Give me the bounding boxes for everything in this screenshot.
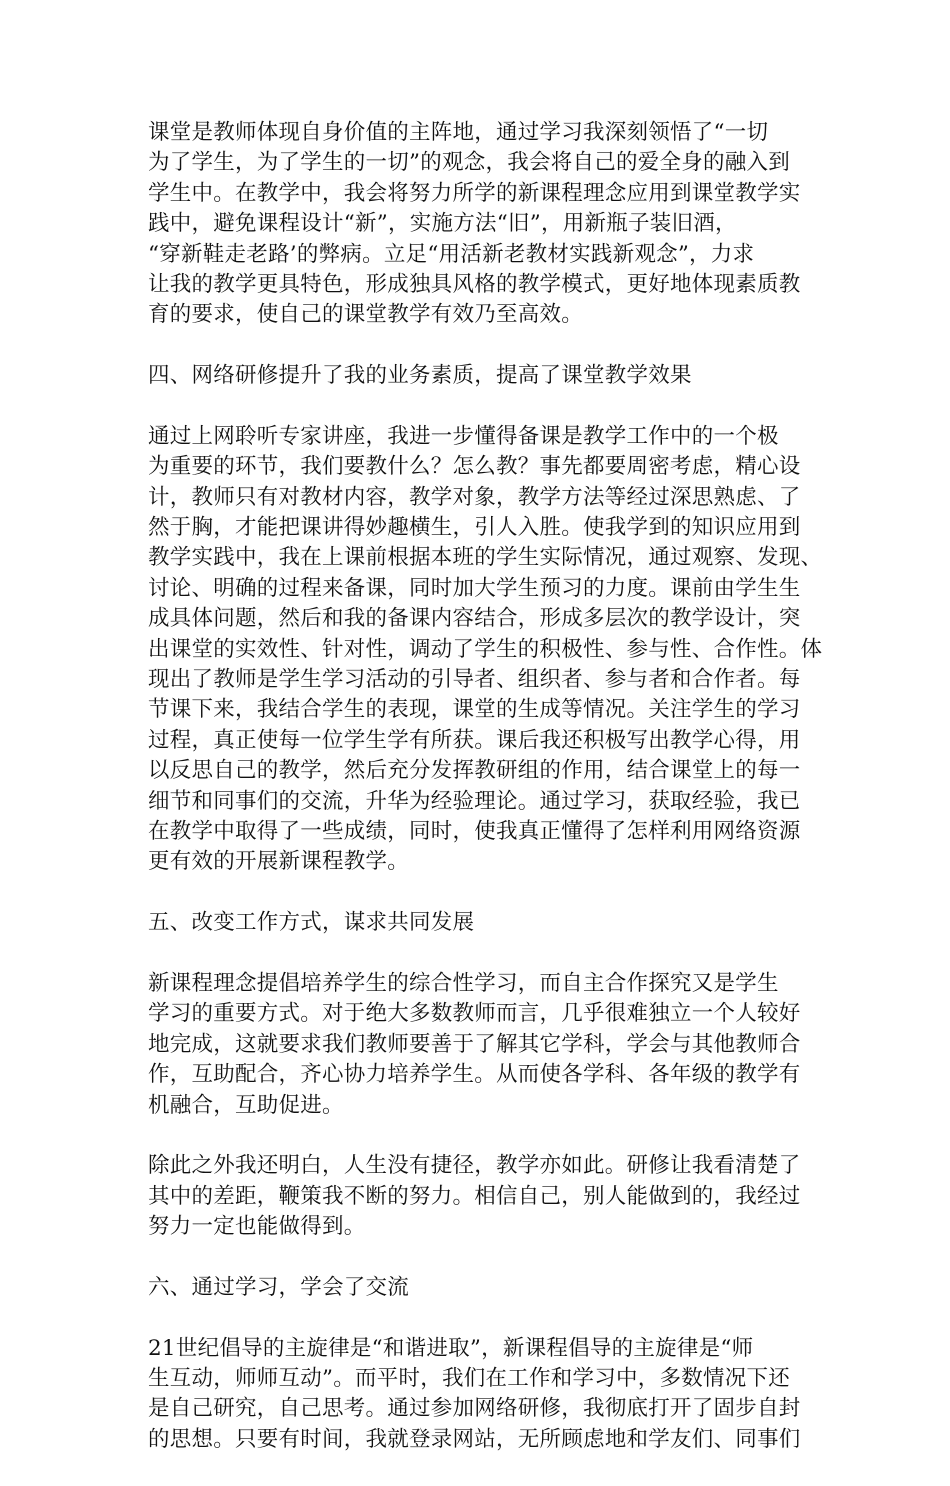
text-line: 讨论、明确的过程来备课，同时加大学生预习的力度。课前由学生生 (148, 575, 801, 601)
text-line: 是自己研究，自己思考。通过参加网络研修，我彻底打开了固步自封 (148, 1396, 801, 1422)
text-line: 然于胸，才能把课讲得妙趣横生，引人入胜。使我学到的知识应用到 (148, 515, 801, 541)
paragraph-online-study (148, 422, 823, 878)
text-line: 成具体问题，然后和我的备课内容结合，形成多层次的教学设计，突 (148, 606, 801, 632)
text-line: 以反思自己的教学，然后充分发挥教研组的作用，结合课堂上的每一 (148, 758, 801, 784)
text-line: 的思想。只要有时间，我就登录网站，无所顾虑地和学友们、同事们 (148, 1426, 801, 1452)
text-line: 通过上网聆听专家讲座，我进一步懂得备课是教学工作中的一个极 (148, 423, 779, 449)
paragraph-new-curriculum (148, 969, 808, 1121)
section-heading-text: 六、通过学习，学会了交流 (148, 1274, 410, 1300)
section-heading-6 (148, 1273, 808, 1303)
text-line: 作，互助配合，齐心协力培养学生。从而使各学科、各年级的教学有 (148, 1062, 801, 1088)
text-line: 出课堂的实效性、针对性，调动了学生的积极性、参与性、合作性。体 (148, 636, 823, 662)
text-line: 除此之外我还明白，人生没有捷径，教学亦如此。研修让我看清楚了 (148, 1153, 801, 1179)
paragraph-no-shortcut (148, 1151, 808, 1242)
text-line: 践中，避免课程设计“新”，实施方法“旧”，用新瓶子装旧酒， (148, 211, 737, 237)
text-line: 地完成，这就要求我们教师要善于了解其它学科，学会与其他教师合 (148, 1031, 801, 1057)
paragraph-communication (148, 1334, 808, 1456)
text-line: 现出了教师是学生学习活动的引导者、组织者、参与者和合作者。每 (148, 667, 801, 693)
text-line: 节课下来，我结合学生的表现，课堂的生成等情况。关注学生的学习 (148, 697, 801, 723)
text-line: 生互动，师师互动”。而平时，我们在工作和学习中，多数情况下还 (148, 1366, 790, 1392)
text-line: 21世纪倡导的主旋律是“和谐进取”，新课程倡导的主旋律是“师 (148, 1335, 754, 1361)
text-line: 新课程理念提倡培养学生的综合性学习，而自主合作探究又是学生 (148, 970, 779, 996)
text-line: 学生中。在教学中，我会将努力所学的新课程理念应用到课堂教学实 (148, 180, 801, 206)
section-heading-5 (148, 908, 808, 938)
text-line: 让我的教学更具特色，形成独具风格的教学模式，更好地体现素质教 (148, 271, 801, 297)
text-line: 课堂是教师体现自身价值的主阵地，通过学习我深刻领悟了“一切 (148, 120, 769, 145)
section-heading-4 (148, 361, 808, 391)
text-line: 机融合，互助促进。 (148, 1092, 344, 1118)
text-line: 育的要求，使自己的课堂教学有效乃至高效。 (148, 302, 584, 328)
paragraph-classroom-value (148, 118, 808, 331)
text-line: 其中的差距，鞭策我不断的努力。相信自己，别人能做到的，我经过 (148, 1183, 801, 1209)
text-line: 教学实践中，我在上课前根据本班的学生实际情况，通过观察、发现、 (148, 545, 823, 571)
text-line: 学习的重要方式。对于绝大多数教师而言，几乎很难独立一个人较好 (148, 1001, 801, 1027)
text-line: “穿新鞋走老路’的弊病。立足“用活新老教材实践新观念”，力求 (148, 241, 755, 267)
text-line: 更有效的开展新课程教学。 (148, 849, 410, 875)
text-line: 细节和同事们的交流，升华为经验理论。通过学习，获取经验，我已 (148, 788, 801, 814)
text-line: 过程，真正使每一位学生学有所获。课后我还积极写出教学心得，用 (148, 727, 801, 753)
text-line: 努力一定也能做得到。 (148, 1214, 366, 1240)
section-heading-text: 五、改变工作方式，谋求共同发展 (148, 910, 475, 936)
text-line: 在教学中取得了一些成绩，同时，使我真正懂得了怎样利用网络资源 (148, 818, 801, 844)
document-page (148, 118, 823, 1486)
text-line: 计，教师只有对教材内容，教学对象，教学方法等经过深思熟虑、了 (148, 484, 801, 510)
text-line: 为了学生，为了学生的一切”的观念，我会将自己的爱全身的融入到 (148, 150, 790, 176)
text-line: 为重要的环节，我们要教什么？怎么教？事先都要周密考虑，精心设 (148, 454, 801, 480)
section-heading-text: 四、网络研修提升了我的业务素质，提高了课堂教学效果 (148, 363, 692, 389)
